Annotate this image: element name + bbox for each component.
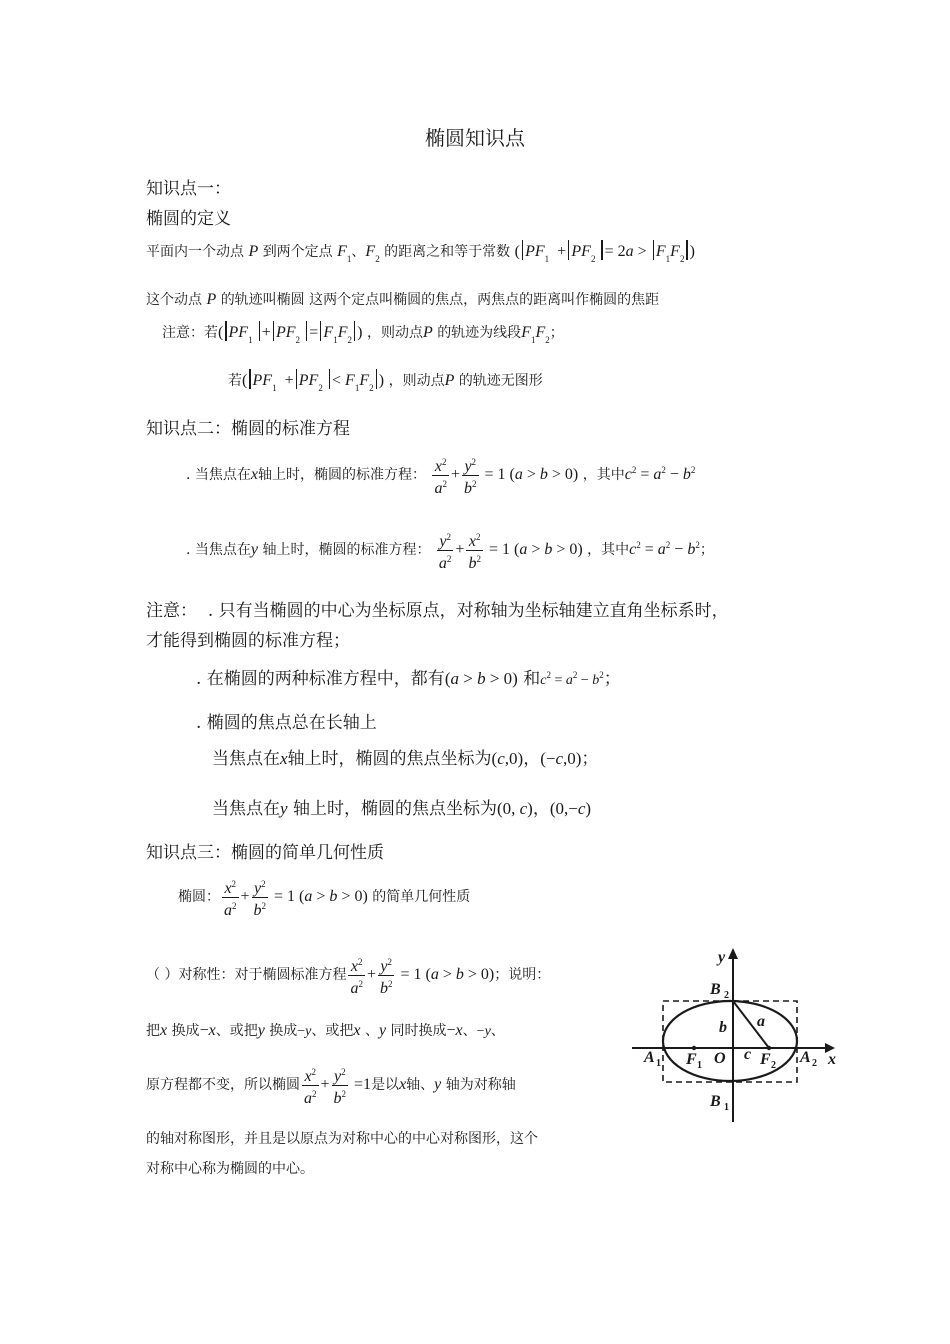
ellipse-diagram xyxy=(632,946,842,1126)
symmetry-line-3: 原方程都不变，所以椭圆 $\frac{x^2}{a^2}$ + $\frac{y^2}{b^2}$ =1是以x轴、y 轴为对称轴 xyxy=(146,1067,516,1107)
label-b2: B xyxy=(710,981,721,998)
section-1-subheading: 椭圆的定义 xyxy=(146,209,231,229)
standard-note-1: 注意： . 只有当椭圆的中心为坐标原点，对称轴为坐标轴建立直角坐标系时， xyxy=(146,601,729,621)
y-axis-arrow xyxy=(728,948,738,959)
label-f2: F xyxy=(760,1051,771,1068)
label-f1-sub: 1 xyxy=(697,1060,702,1071)
properties-intro: 椭圆： $\frac{x^2}{a^2}$ + $\frac{y^2}{b^2}$ = 1 (a > b > 0) 的简单几何性质 xyxy=(178,879,471,919)
label-c: c xyxy=(744,1046,752,1063)
ellipse-curve xyxy=(663,1001,797,1081)
point-f1 xyxy=(692,1046,696,1050)
label-f2-sub: 2 xyxy=(771,1060,776,1071)
point-f2 xyxy=(767,1046,771,1050)
section-1-heading: 知识点一： xyxy=(146,179,231,199)
definition-note-2: 若( $PF_1 + PF_2 < F_1F_2$ ) ，则动点P 的轨迹无图形 xyxy=(228,369,543,393)
standard-note-2: . 在椭圆的两种标准方程中，都有(a > b > 0) 和$c^2 = a^2 - b^2$； xyxy=(196,669,621,689)
definition-line-1: 平面内一个动点 P 到两个定点 $F_1$、$F_2$ 的距离之和等于常数 ( $PF_1 + PF_2 = 2a > F_1F_2$ ) xyxy=(146,240,695,264)
focus-coordinates-y: 当焦点在y 轴上时，椭圆的焦点坐标为(0, c)，(0,−c) xyxy=(212,799,592,819)
focus-coordinates-x: 当焦点在x轴上时，椭圆的焦点坐标为(c,0)，(−c,0)； xyxy=(212,749,599,769)
standard-equation-y-axis: . 当焦点在y 轴上时，椭圆的标准方程： $\frac{y^2}{a^2}$ + $\frac{x^2}{b^2}$ = 1 (a > b > 0) ，其中$c^2 = a^2 - b^2$； xyxy=(186,532,714,572)
symmetry-line-4: 的轴对称图形，并且是以原点为对称中心的中心对称图形，这个 xyxy=(146,1131,538,1147)
label-b2-sub: 2 xyxy=(724,990,729,1001)
label-a2: A xyxy=(800,1049,811,1066)
label-o: O xyxy=(714,1050,726,1067)
page-title: 椭圆知识点 xyxy=(425,126,525,150)
label-f1: F xyxy=(686,1051,697,1068)
label-b1-sub: 1 xyxy=(724,1102,729,1113)
label-y: y xyxy=(718,949,726,966)
label-a1: A xyxy=(644,1049,655,1066)
label-x: x xyxy=(828,1051,836,1068)
standard-equation-x-axis: . 当焦点在x轴上时，椭圆的标准方程： $\frac{x^2}{a^2}$ + $\frac{y^2}{b^2}$ = 1 (a > b > 0) ，其中$c^2 = a^2 - b^2$ xyxy=(186,457,696,497)
section-2-heading: 知识点二：椭圆的标准方程 xyxy=(146,419,350,439)
section-3-heading: 知识点三：椭圆的简单几何性质 xyxy=(146,843,384,863)
definition-line-2: 这个动点 P 的轨迹叫椭圆 这两个定点叫椭圆的焦点，两焦点的距离叫作椭圆的焦距 xyxy=(146,291,660,308)
standard-note-1-cont: 才能得到椭圆的标准方程； xyxy=(146,631,350,651)
label-a: a xyxy=(757,1013,765,1030)
standard-note-3: . 椭圆的焦点总在长轴上 xyxy=(196,713,377,733)
label-b1: B xyxy=(710,1093,721,1110)
symmetry-line-2: 把x 换成−x、或把y 换成−y、或把x 、y 同时换成−x、−y、 xyxy=(146,1022,505,1039)
symmetry-line-1: （ ）对称性：对于椭圆标准方程 $\frac{x^2}{a^2}$ + $\frac{y^2}{b^2}$ = 1 (a > b > 0)；说明： xyxy=(146,957,551,997)
symmetry-line-5: 对称中心称为椭圆的中心。 xyxy=(146,1161,314,1177)
label-b: b xyxy=(719,1019,727,1036)
definition-note-1: 注意：若( $PF_1 + PF_2 = F_1F_2$ ) ，则动点P 的轨迹为线段$F_1F_2$； xyxy=(162,321,564,345)
label-a2-sub: 2 xyxy=(812,1058,817,1069)
label-a1-sub: 1 xyxy=(656,1058,661,1069)
